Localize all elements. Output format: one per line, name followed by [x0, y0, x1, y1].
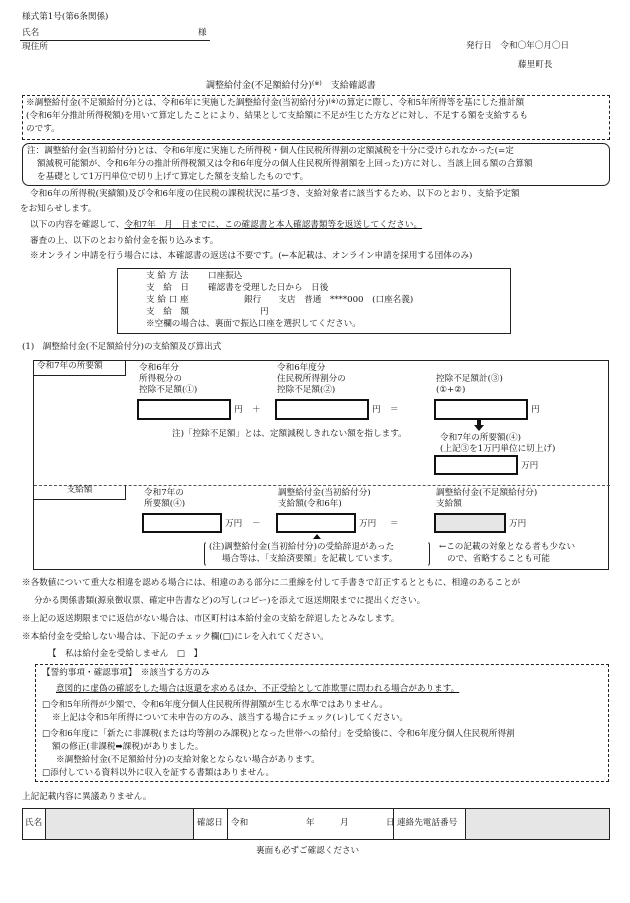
pledge-warning: 意図的に虚偽の確認をした場合は返還を求めるほか、不正受給として詐欺罪に問われる場合があります。: [56, 684, 460, 694]
required-amount-copy-field[interactable]: [142, 513, 222, 533]
down-arrow-icon: [474, 425, 484, 431]
r2-col-a-line-2: 所要額(④): [144, 499, 186, 509]
equals-sign: ＝: [390, 405, 399, 415]
pledge-item-2-b: 額の修正(非課税➡課税)がありました。: [52, 742, 204, 752]
col-b-line-3: 控除不足額(②): [277, 385, 336, 395]
initial-payment-field[interactable]: [276, 513, 356, 533]
pledge-item-2[interactable]: □令和6年度に「新たに非課税(または均等割のみ課税)となった世帯への給付」を受給後に、令和6年度分個人住民税所得割: [42, 729, 515, 739]
intro-line-2: をお知らせします。: [20, 204, 97, 214]
amount-unit: 円: [260, 307, 269, 317]
pledge-item-1-note: ※上記は令和5年所得について未申告の方のみ、該当する場合にチェック(レ)してください。: [52, 713, 409, 723]
col-a-line-1: 令和6年分: [139, 363, 179, 373]
col-c-line-1: 控除不足額計(③): [436, 374, 503, 384]
col-a-line-2: 所得税分の: [139, 374, 182, 384]
plus-sign: ＋: [252, 405, 261, 415]
required-line-1: 令和7年の所要額(④): [440, 433, 521, 443]
definition-note-box: [22, 95, 610, 140]
r2-col-a-line-1: 令和7年の: [144, 488, 184, 498]
initial-payment-note-box: [22, 143, 610, 186]
notice-2: ※上記の返送期限までに返信がない場合は、市区町村は本給付金の支給を辞退したとみなします。: [22, 614, 400, 624]
col-c-line-2: (①+②): [436, 385, 466, 395]
date-value: 確認書を受理した日から 日後: [208, 283, 329, 293]
equals-sign-2: ＝: [390, 519, 399, 529]
confirm-name-label: 氏名: [25, 818, 43, 829]
col-a-line-3: 控除不足額(①): [139, 385, 198, 395]
minus-sign: －: [252, 519, 261, 529]
issue-date: 発行日 令和〇年〇月〇日: [466, 41, 570, 51]
yen-1: 円: [234, 405, 243, 415]
return-deadline: 以下の内容を確認して、令和7年 月 日までに、この確認書と本人確認書類等を返送してください。: [30, 220, 423, 230]
r2-col-b-line-2: 支給額(令和6年): [278, 499, 342, 509]
method-value: 口座振込: [208, 271, 243, 281]
man-yen-4: 万円: [509, 519, 527, 529]
r2-side-line-2: ので、省略することも可能: [447, 554, 550, 564]
shortfall-payment-field: [434, 513, 506, 533]
definition-line-2: (令和6年分推計所得税額)を用いて算定したことにより、結果として支給額に不足が生じた方などに対し、不足する額を支給するも: [26, 111, 529, 121]
notice-3: ※本給付金を受給しない場合は、下記のチェック欄(□)にレを入れてください。: [22, 632, 329, 642]
name-label: 氏名: [22, 28, 40, 38]
definition-line-1: ※調整給付金(不足額給付分)とは、令和6年に実施した調整給付金(当初給付分)(※)の算定に際し、令和5年所得等を基にした推計額: [26, 98, 525, 108]
yen-2: 円: [372, 405, 381, 415]
notice-1: ※各数値について重大な相違を認める場合には、相違のある部分に二重線を付して手書きで訂正するとともに、相違のあることが: [22, 578, 521, 588]
account-value: 銀行 支店 普通 ****000 (口座名義): [244, 295, 414, 305]
pledge-item-1[interactable]: □令和5年所得が少額で、令和6年度分個人住民税所得割額が生じる水準ではありません。: [42, 700, 388, 710]
form-number: 様式第1号(第6条関係): [22, 12, 109, 22]
blank-note: ※空欄の場合は、裏面で振込口座を選択してください。: [146, 319, 361, 329]
pledge-item-2-note: ※調整給付金(不足額給付分)の支給対象とならない場合があります。: [56, 755, 320, 765]
row2-label: 支給額: [34, 485, 126, 500]
confirm-date-label: 確認日: [193, 809, 227, 839]
pledge-item-3[interactable]: □添付している資料以外に収入を証する書類はありません。: [42, 768, 275, 778]
amount-label: 支 給 額: [146, 307, 189, 317]
sama-label: 様: [198, 28, 207, 38]
confirm-date-field[interactable]: 令和 年 月 日: [227, 809, 393, 839]
online-note: ※オンライン申請を行う場合には、本確認書の返送は不要です。(←本記載は、オンライン申請を採用する団体のみ): [30, 251, 473, 261]
required-line-2: (上記③を1万円単位に切上げ): [440, 444, 556, 454]
man-yen-1: 万円: [521, 461, 539, 471]
name-underline: [20, 40, 210, 41]
payment-info-box: [117, 268, 511, 334]
confirmation-table: [22, 808, 610, 840]
r2-col-c-line-1: 調整給付金(不足額給付分): [436, 488, 538, 498]
account-label: 支 給 口 座: [146, 295, 189, 305]
address-label: 現住所: [22, 42, 48, 52]
r2-col-b-line-1: 調整給付金(当初給付分): [278, 488, 371, 498]
r2-col-c-line-2: 支給額: [436, 499, 462, 509]
initial-note-line-3: を基礎として1万円単位で切り上げて算定した額を支給したものです。: [37, 172, 309, 182]
up-arrow-icon: [313, 534, 321, 539]
deduction-total-field[interactable]: [434, 399, 528, 420]
issuer: 藤里町長: [518, 60, 553, 70]
r2-note-line-1: (注)調整給付金(当初給付分)の受給辞退があった: [209, 542, 395, 552]
right-arrow-icon: ➡: [115, 742, 123, 752]
col-b-line-2: 住民税所得割分の: [277, 374, 346, 384]
row1-label: 令和7年の所要額: [34, 361, 126, 376]
page-title: 調整給付金(不足額給付分)(※) 支給確認書: [206, 80, 376, 91]
intro-line-1: 令和6年の所得税(実績額)及び令和6年度の住民税の課税状況に基づき、支給対象者に該当するため、以下のとおり、支給予定額: [30, 189, 520, 199]
calculation-box: [33, 360, 609, 570]
col-b-line-1: 令和6年度分: [277, 363, 326, 373]
deduction-definition-note: 注)「控除不足額」とは、定額減税しきれない額を指します。: [172, 429, 407, 439]
decline-checkbox[interactable]: 【 私は給付金を受給しません □ 】: [48, 649, 203, 659]
man-yen-3: 万円: [359, 519, 377, 529]
section1-heading: (1) 調整給付金(不足額給付分)の支給額及び算出式: [22, 342, 222, 352]
deduction-shortfall-2-field[interactable]: [275, 399, 369, 420]
confirm-name-field[interactable]: [45, 809, 193, 839]
definition-line-3: のです。: [26, 124, 60, 134]
method-label: 支 給 方 法: [146, 271, 189, 281]
r2-note-line-2: 場合等は、「支給済要額」を記載しています。: [222, 554, 398, 564]
date-label: 支 給 日: [146, 283, 189, 293]
no-objection-statement: 上記記載内容に異議ありません。: [22, 792, 152, 802]
pledge-heading: 【誓約事項・確認事項】 ※該当する方のみ: [42, 668, 210, 678]
intro-line-4: 審査の上、以下のとおり給付金を振り込みます。: [30, 236, 219, 246]
man-yen-2: 万円: [225, 519, 243, 529]
yen-3: 円: [531, 405, 540, 415]
initial-note-line-1: 注：調整給付金(当初給付分)とは、令和6年度に実施した所得税・個人住民税所得割の定額減税を十分に受けられなかった(=定: [27, 146, 514, 156]
confirm-phone-field[interactable]: [465, 809, 609, 839]
required-amount-field[interactable]: [434, 455, 518, 475]
initial-note-line-2: 額減税可能額が、令和6年分の推計所得税額又は令和6年度分の個人住民税所得割額を上回った)方に対し、当該上回る額の合算額: [37, 159, 533, 169]
pledge-box: [35, 664, 609, 782]
notice-1b: 分かる関係書類(源泉徴収票、確定申告書など)の写し(コピー)を添えて返送期限までに提出ください。: [34, 596, 426, 606]
confirm-phone-label: 連絡先電話番号: [393, 809, 465, 839]
footer-note: 裏面も必ずご確認ください: [256, 846, 360, 856]
r2-side-line-1: ←この記載の対象となる者も少ない: [439, 542, 576, 552]
deduction-shortfall-1-field[interactable]: [137, 399, 231, 420]
